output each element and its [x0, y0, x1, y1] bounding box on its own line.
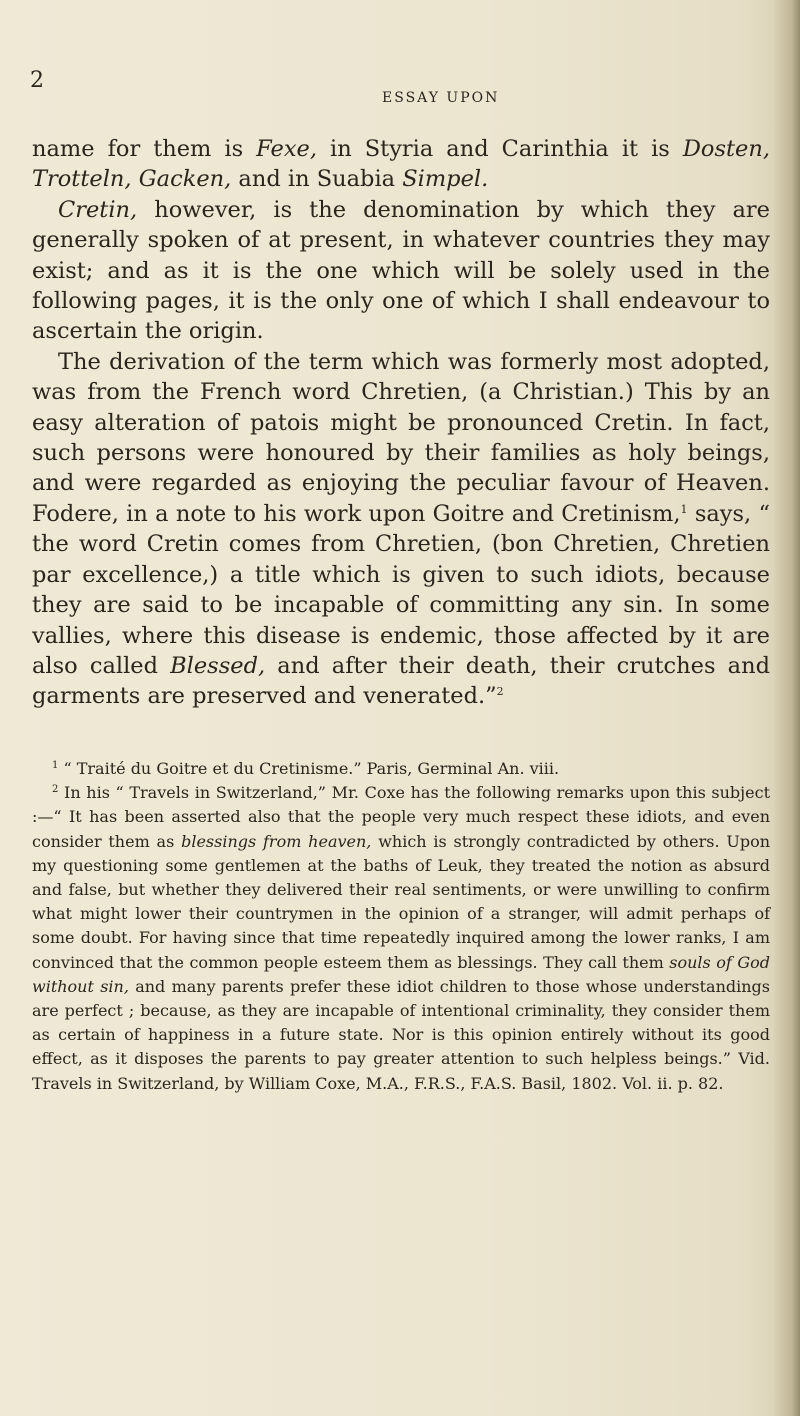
footnote-mark-1: 1: [52, 760, 59, 771]
footnote-mark-2: 2: [52, 784, 59, 796]
footnote-ref-2[interactable]: 2: [496, 685, 504, 699]
text-run: in Styria and Carinthia it is: [317, 136, 683, 162]
italic-phrase: souls of God without sin,: [32, 952, 770, 996]
paragraph-1: [32, 134, 770, 195]
running-head: ESSAY UPON: [382, 90, 500, 106]
italic-term: Dosten, Trotteln, Gacken,: [32, 136, 770, 193]
italic-term: Cretin,: [58, 196, 138, 223]
page-number: 2: [30, 68, 45, 93]
italic-term: Simpel.: [402, 166, 489, 193]
paragraph-2: [32, 195, 770, 347]
text-run: says, “ the word Cretin comes from Chretien, (bon Chretien, Chretien par excellence,) a title which is given to such idiots, because they are said to be incapable of committing any sin. In some vallies, where this disease is endemic, those affected by it are also called: [32, 500, 770, 679]
footnote-ref-1[interactable]: 1: [680, 502, 688, 516]
footnote-text: In his “ Travels in Switzerland,” Mr. Coxe has the following remarks upon this subject :—“ It has been asserted also that the people very much respect these idiots, and even consider them as: [32, 783, 770, 851]
footnote-1: [32, 757, 770, 781]
italic-phrase: blessings from heaven,: [181, 831, 372, 851]
footnote-text: which is strongly contradicted by others. Upon my questioning some gentlemen at the baths of Leuk, they treated the notion as absurd and false, but whether they delivered their real sentiments, or were unwilling to confirm what might lower their countrymen in the opinion of a stranger, will admit perhaps of some doubt. For having since that time repeatedly inquired among the lower ranks, I am convinced that the common people esteem them as blessings. They call them: [32, 831, 771, 972]
italic-term: Blessed,: [170, 652, 266, 679]
text-run: name for them is: [32, 136, 257, 162]
page-edge-shadow: [772, 0, 800, 1416]
text-run: however, is the denomination by which they are generally spoken of at present, in whatever countries they may exist; and as it is the one which will be solely used in the following pages, it is the only one of which I shall endeavour to ascertain the origin.: [32, 196, 770, 345]
text-run: The derivation of the term which was formerly most adopted, was from the French word Chretien, (a Christian.) This by an easy alteration of patois might be pronounced Cretin. In fact, such persons were honoured by their families as holy beings, and were regarded as enjoying the peculiar favour of Heaven. Fodere, in a note to his work upon Goitre and Cretinism,: [32, 348, 770, 527]
footnote-2: [32, 781, 770, 1096]
text-run: and in Suabia: [231, 166, 403, 193]
footnote-text: and many parents prefer these idiot children to those whose understandings are perfect ; because, as they are incapable of intentional criminality, they consider them as certain of happiness in a future state. Nor is this opinion entirely without its good effect, as it disposes the parents to pay greater attention to such helpless beings.” Vid. Travels in Switzerland, by William Coxe, M.A., F.R.S., F.A.S. Basil, 1802. Vol. ii. p. 82.: [32, 976, 771, 1093]
paragraph-3: [32, 347, 770, 712]
footnote-text: “ Traité du Goitre et du Cretinisme.” Paris, Germinal An. viii.: [58, 759, 560, 778]
footnotes: [32, 757, 770, 1096]
text-run: and after their death, their crutches and garments are preserved and venerated.”: [32, 652, 770, 710]
italic-term: Fexe,: [256, 136, 318, 162]
main-text: [32, 134, 770, 712]
